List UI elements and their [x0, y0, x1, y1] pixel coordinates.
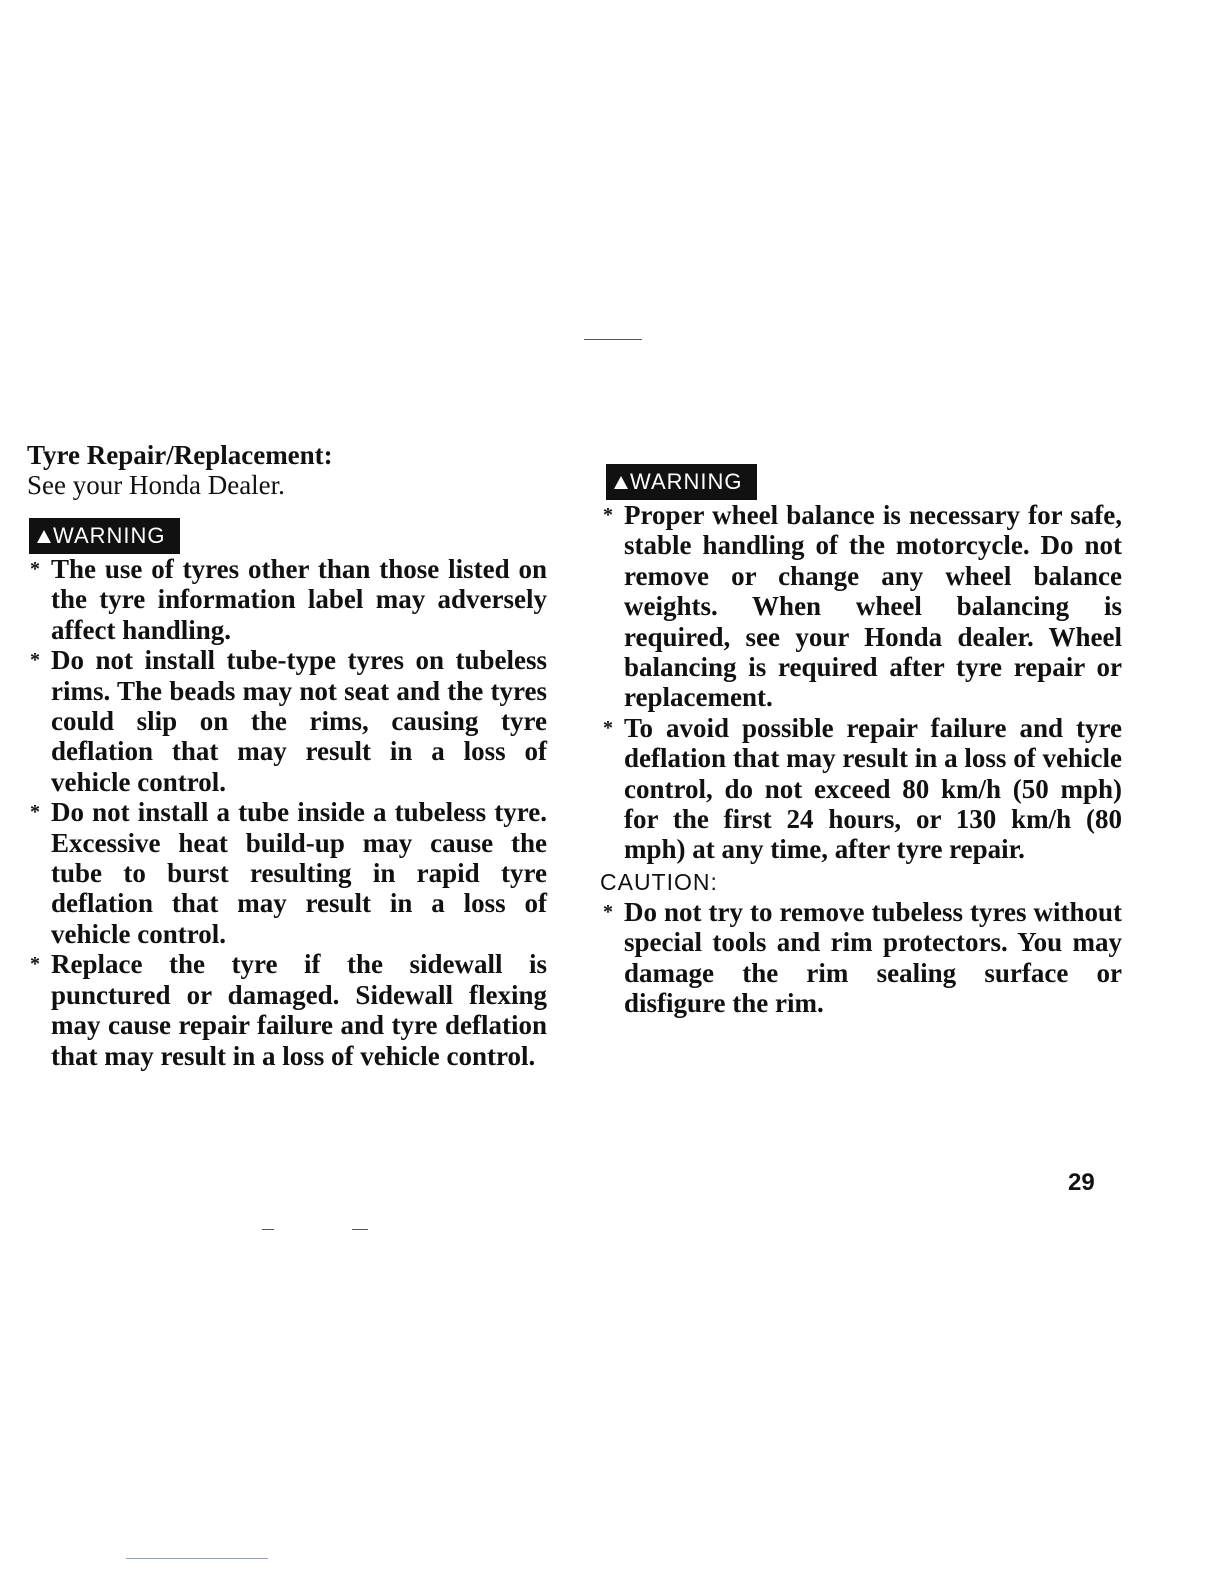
list-item [27, 949, 547, 1071]
scan-mark-footer [126, 1558, 268, 1559]
asterisk-bullet-icon: * [30, 649, 40, 672]
list-item-text: Do not install a tube inside a tubeless tyre. Excessive heat build-up may cause the tube to burst resulting in rapid tyre deflation that may result in a loss of vehicle control. [51, 797, 547, 949]
scan-mark-bottom-1 [262, 1229, 274, 1230]
list-item [600, 500, 1122, 713]
list-item-text: The use of tyres other than those listed on the tyre information label may adversely affect handling. [51, 554, 547, 645]
list-item [600, 713, 1122, 865]
warning-label: WARNING [53, 523, 166, 548]
caution-list [600, 897, 1122, 1019]
asterisk-bullet-icon: * [603, 900, 613, 923]
list-item-text: Proper wheel balance is necessary for safe, stable handling of the motorcycle. Do not remove or change any wheel balance weights. When wheel balancing is required, see your Honda dealer. Wheel balancing is required after tyre repair or replacement. [624, 500, 1122, 713]
list-item-text: To avoid possible repair failure and tyre deflation that may result in a loss of vehicle control, do not exceed 80 km/h (50 mph) for the first 24 hours, or 130 km/h (80 mph) at any time, after tyre repair. [624, 712, 1122, 865]
list-item [27, 645, 547, 797]
asterisk-bullet-icon: * [30, 953, 40, 976]
list-item [27, 554, 547, 645]
page-number: 29 [1068, 1169, 1095, 1196]
warning-triangle-icon [614, 476, 628, 489]
asterisk-bullet-icon: * [603, 504, 613, 526]
list-item-text: Do not try to remove tubeless tyres without special tools and rim protectors. You may damage the rim sealing surface or disfigure the rim. [624, 896, 1122, 1019]
dealer-note: See your Honda Dealer. [27, 470, 285, 500]
list-item-text: Replace the tyre if the sidewall is punctured or damaged. Sidewall flexing may cause repair failure and tyre deflation that may result in a loss of vehicle control. [51, 949, 547, 1071]
caution-label: CAUTION: [600, 868, 718, 895]
scan-mark-bottom-2 [352, 1229, 368, 1230]
list-item [27, 797, 547, 949]
warning-badge [606, 464, 757, 500]
warning-label: WARNING [630, 469, 743, 494]
list-item-text: Do not install tube-type tyres on tubeless rims. The beads may not seat and the tyres could slip on the rims, causing tyre deflation that may result in a loss of vehicle control. [51, 645, 547, 797]
right-column [600, 464, 1122, 1019]
list-item [600, 897, 1122, 1019]
warning-list [27, 554, 547, 1071]
asterisk-bullet-icon: * [30, 558, 40, 580]
warning-triangle-icon [37, 530, 51, 543]
section-heading: Tyre Repair/Replacement: [27, 440, 333, 470]
warning-badge [29, 518, 180, 554]
warning-list [600, 500, 1122, 865]
left-column [27, 440, 547, 1071]
asterisk-bullet-icon: * [603, 716, 613, 739]
asterisk-bullet-icon: * [30, 801, 40, 824]
scan-mark-top [584, 339, 642, 340]
